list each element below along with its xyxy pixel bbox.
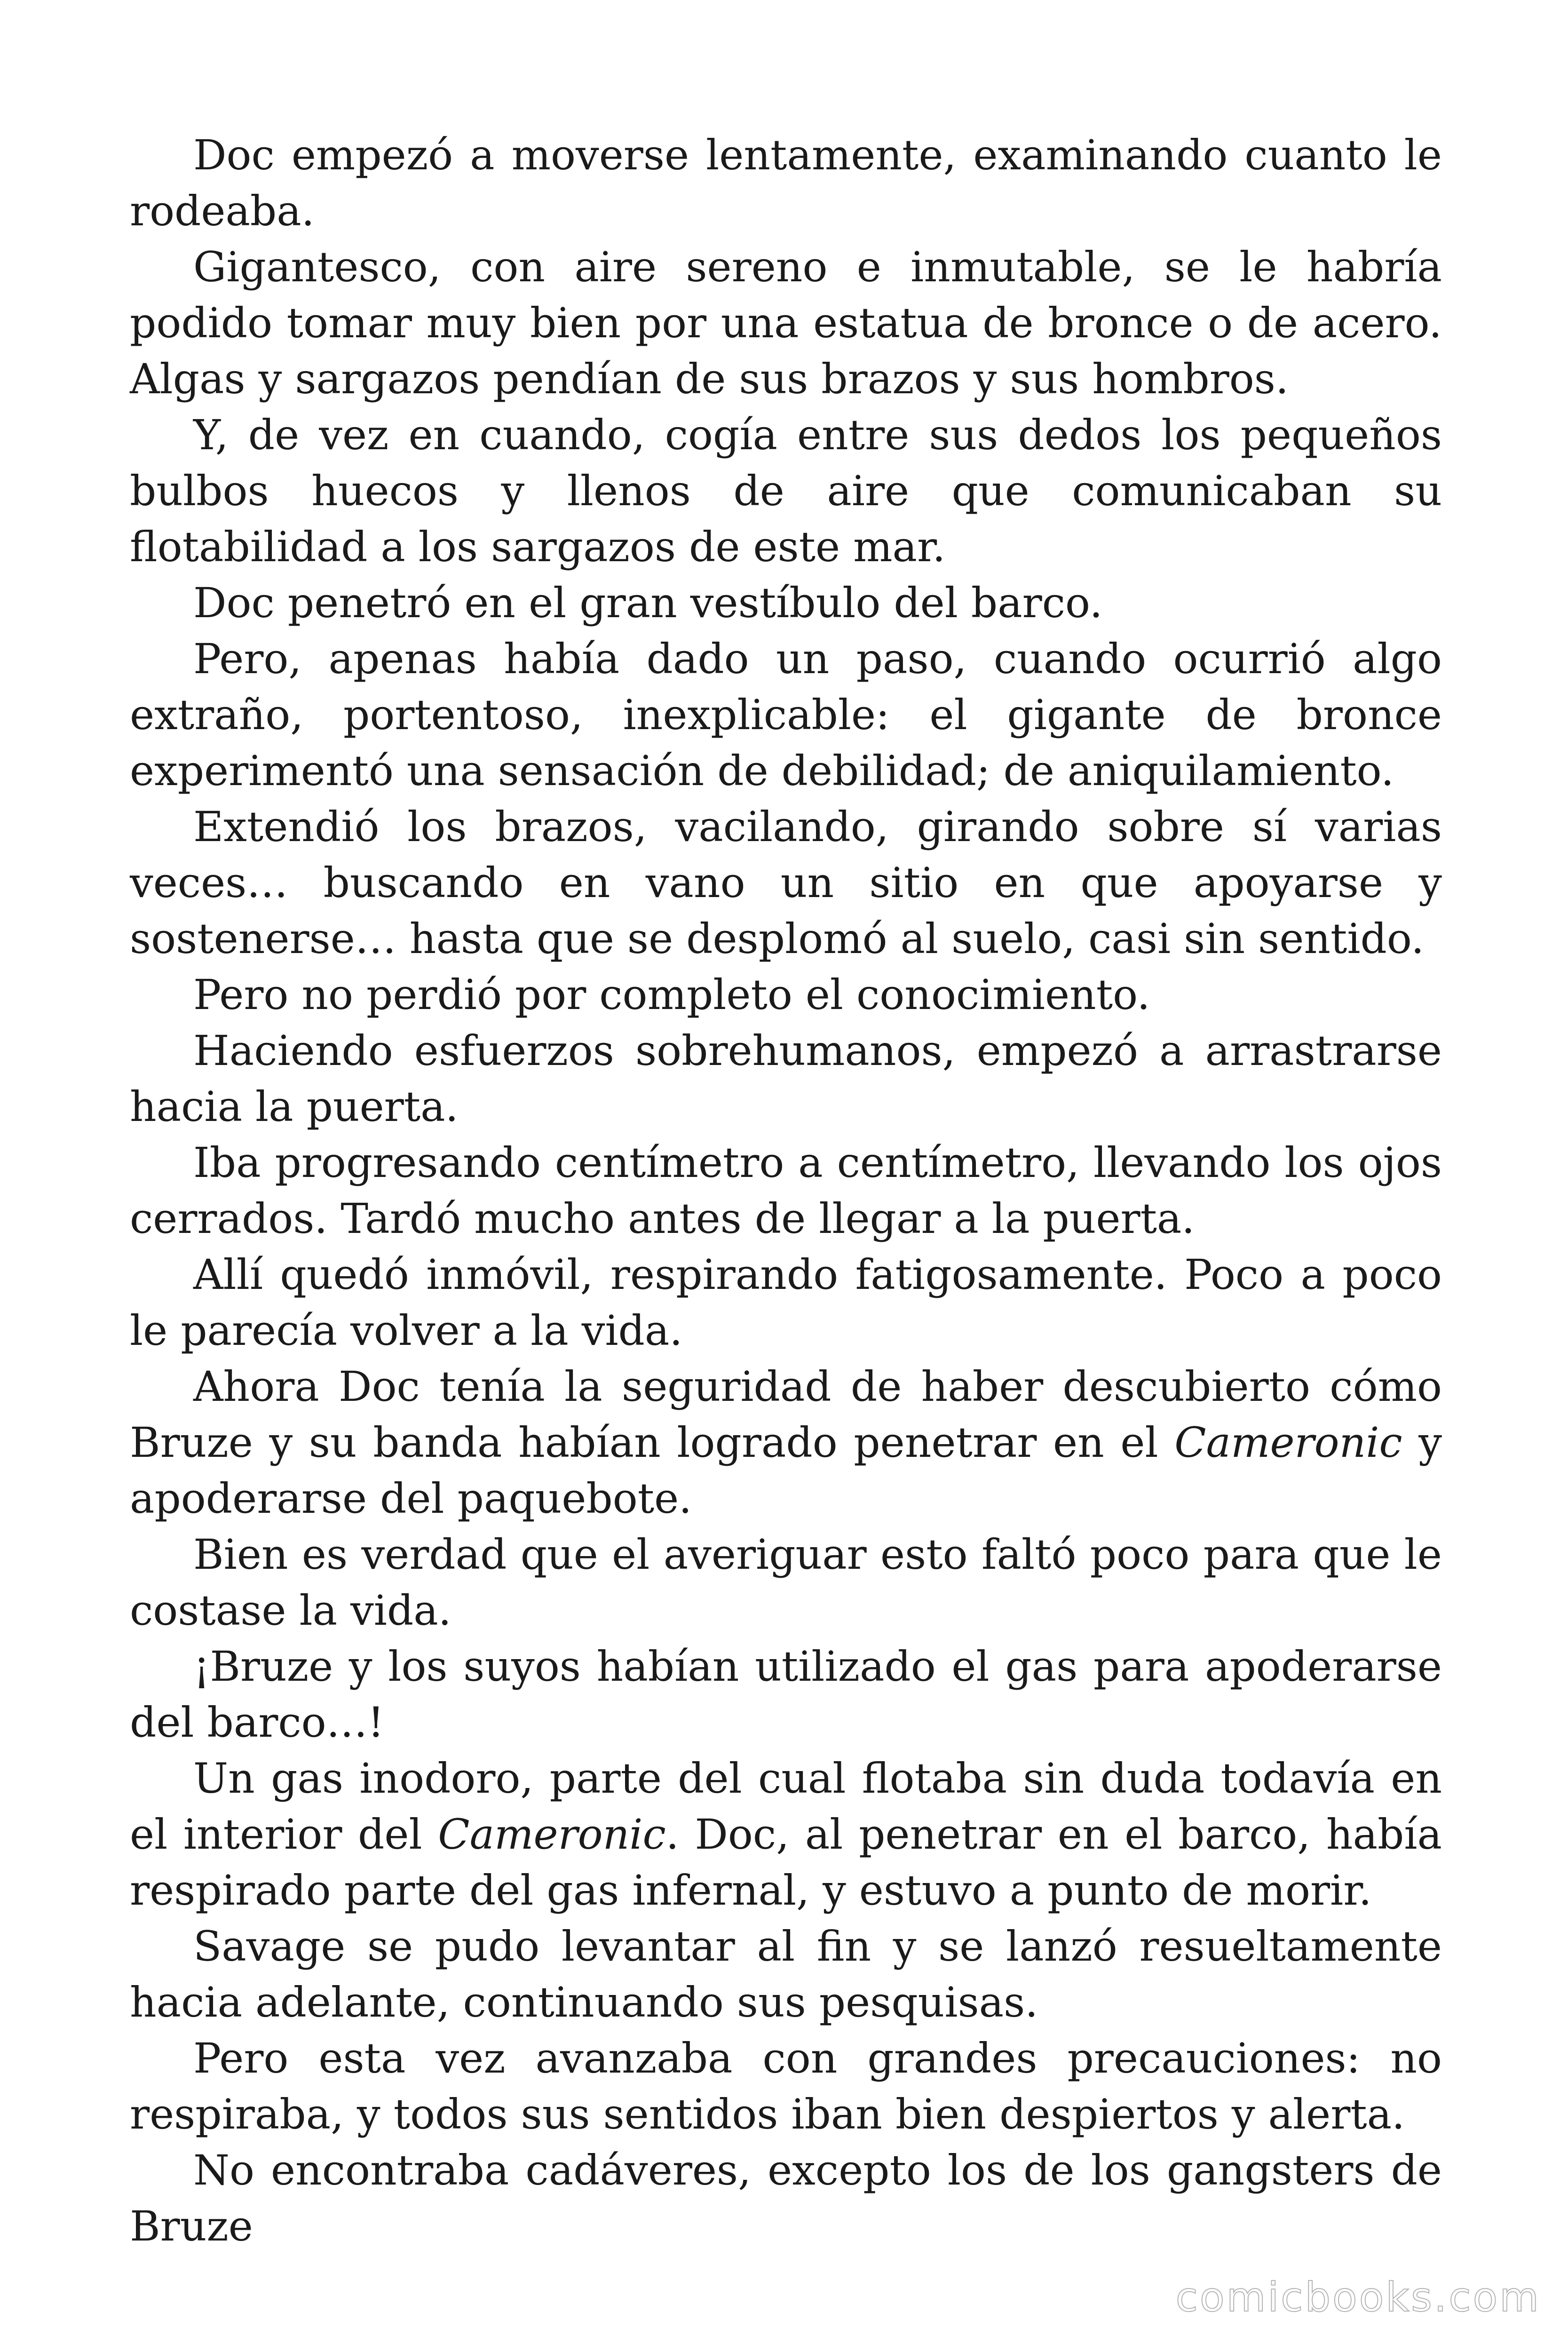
paragraph: ¡Bruze y los suyos habían utilizado el gas para apoderarse del barco…! [130, 1642, 1442, 1747]
paragraph-text: Ahora Doc tenía la seguridad de haber descubierto cómo Bruze y su banda habían logrado penetrar en el [130, 1362, 1442, 1467]
ship-name-italic: Cameronic [1174, 1418, 1402, 1467]
paragraph: Y, de vez en cuando, cogía entre sus dedos los pequeños bulbos huecos y llenos de aire que comunicaban su flotabilidad a los sargazos de este mar. [130, 411, 1442, 571]
watermark: comicbooks.com [1175, 2274, 1541, 2321]
paragraph: Doc empezó a moverse lentamente, examinando cuanto le rodeaba. [130, 131, 1442, 235]
paragraph: Bien es verdad que el averiguar esto faltó poco para que le costase la vida. [130, 1530, 1442, 1635]
paragraph: Haciendo esfuerzos sobrehumanos, empezó a arrastrarse hacia la puerta. [130, 1026, 1442, 1131]
paragraph: Pero no perdió por completo el conocimiento. [193, 970, 1150, 1019]
paragraph: Pero esta vez avanzaba con grandes precauciones: no respiraba, y todos sus sentidos iban bien despiertos y alerta. [130, 2034, 1442, 2138]
paragraph-text: Un gas inodoro, parte del cual flotaba sin duda todavía en el interior del [130, 1754, 1442, 1859]
paragraph: No encontraba cadáveres, excepto los de los gangsters de Bruze [130, 2146, 1442, 2250]
book-page [130, 127, 1442, 2254]
paragraph: Pero, apenas había dado un paso, cuando ocurrió algo extraño, portentoso, inexplicable: el gigante de bronce experimentó una sensación de debilidad; de aniquilamiento. [130, 635, 1442, 795]
paragraph: Doc penetró en el gran vestíbulo del barco. [193, 579, 1103, 627]
paragraph: Iba progresando centímetro a centímetro, llevando los ojos cerrados. Tardó mucho antes de llegar a la puerta. [130, 1138, 1442, 1243]
ship-name-italic: Cameronic [438, 1810, 666, 1859]
paragraph: Allí quedó inmóvil, respirando fatigosamente. Poco a poco le parecía volver a la vida. [130, 1250, 1442, 1355]
paragraph [130, 1359, 1442, 1526]
paragraph-text: y apoderarse del paquebote. [130, 1418, 1442, 1523]
paragraph-text: . Doc, al penetrar en el barco, había respirado parte del gas infernal, y estuvo a punto de morir. [130, 1810, 1442, 1915]
paragraph: Savage se pudo levantar al fin y se lanzó resueltamente hacia adelante, continuando sus pesquisas. [130, 1922, 1442, 2026]
paragraph [130, 1750, 1442, 1918]
paragraph: Extendió los brazos, vacilando, girando sobre sí varias veces… buscando en vano un sitio en que apoyarse y sostenerse… hasta que se desplomó al suelo, casi sin sentido. [130, 803, 1442, 963]
paragraph: Gigantesco, con aire sereno e inmutable, se le habría podido tomar muy bien por una estatua de bronce o de acero. Algas y sargazos pendían de sus brazos y sus hombros. [130, 243, 1442, 403]
